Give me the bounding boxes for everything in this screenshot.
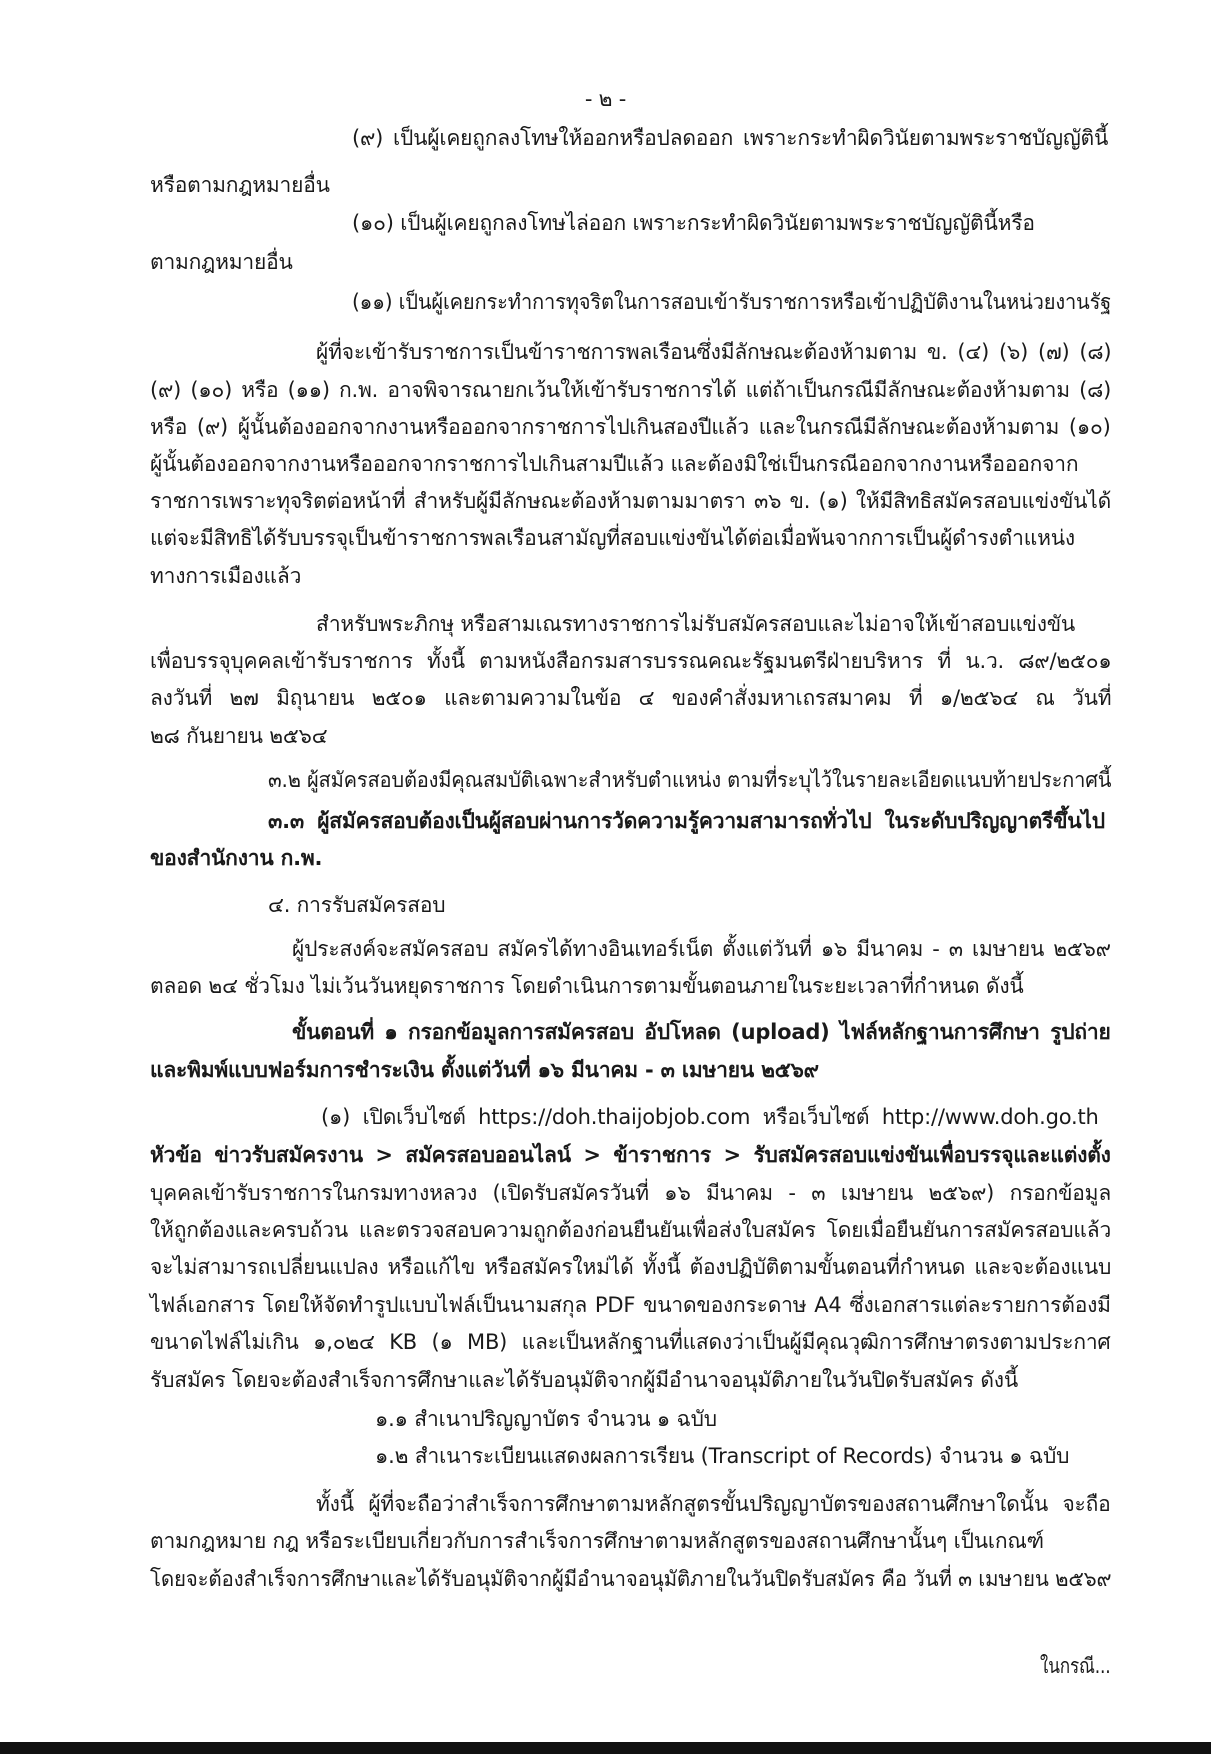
text-line: หรือตามกฎหมายอื่น (150, 173, 330, 197)
text-line: ผู้นั้นต้องออกจากงานหรือออกจากราชการไปเกินสามปีแล้ว และต้องมิใช่เป็นกรณีออกจากงานหรือออกจาก (150, 452, 1079, 476)
text-line: ตามกฎหมายอื่น (150, 250, 293, 274)
text-line: ผู้ที่จะเข้ารับราชการเป็นข้าราชการพลเรือนซึ่งมีลักษณะต้องห้ามตาม ข. (๔) (๖) (๗) (๘) (316, 340, 1112, 364)
text-line: ของสำนักงาน ก.พ. (150, 846, 323, 870)
text-line: ลงวันที่ ๒๗ มิถุนายน ๒๕๐๑ และตามความในข้อ ๔ ของคำสั่งมหาเถรสมาคม ที่ ๑/๒๕๖๔ ณ วันที่ (150, 686, 1112, 710)
text-line: ขนาดไฟล์ไม่เกิน ๑,๐๒๔ KB (๑ MB) และเป็นหลักฐานที่แสดงว่าเป็นผู้มีคุณวุฒิการศึกษาตรงตามประกาศ (150, 1330, 1111, 1354)
text-line: เพื่อบรรจุบุคคลเข้ารับราชการ ทั้งนี้ ตามหนังสือกรมสารบรรณคณะรัฐมนตรีฝ่ายบริหาร ที่ น.ว. ๘๙/๒๕๐๑ (150, 649, 1112, 673)
text-line: ไฟล์เอกสาร โดยให้จัดทำรูปแบบไฟล์เป็นนามสกุล PDF ขนาดของกระดาษ A4 ซึ่งเอกสารแต่ละรายการต้องมี (150, 1293, 1111, 1317)
page-number: - ๒ - (584, 87, 627, 111)
text-line: โดยจะต้องสำเร็จการศึกษาและได้รับอนุมัติจากผู้มีอำนาจอนุมัติภายในวันปิดรับสมัคร คือ วันที่ ๓ เมษายน ๒๕๖๙ (150, 1567, 1112, 1591)
text-line: สำหรับพระภิกษุ หรือสามเณรทางราชการไม่รับสมัครสอบและไม่อาจให้เข้าสอบแข่งขัน (316, 612, 1076, 636)
text-line: ๑.๑ สำเนาปริญญาบัตร จำนวน ๑ ฉบับ (375, 1407, 717, 1431)
text-line: ทางการเมืองแล้ว (150, 564, 302, 588)
text-line: บุคคลเข้ารับราชการในกรมทางหลวง (เปิดรับสมัครวันที่ ๑๖ มีนาคม - ๓ เมษายน ๒๕๖๙) กรอกข้อมูล (150, 1181, 1111, 1205)
text-line: ๒๘ กันยายน ๒๕๖๔ (150, 724, 328, 748)
text-line: และพิมพ์แบบฟอร์มการชำระเงิน ตั้งแต่วันที่ ๑๖ มีนาคม - ๓ เมษายน ๒๕๖๙ (150, 1058, 819, 1082)
text-line: (๙) (๑๐) หรือ (๑๑) ก.พ. อาจพิจารณายกเว้นให้เข้ารับราชการได้ แต่ถ้าเป็นกรณีมีลักษณะต้องห้ามตาม (๘) (150, 378, 1112, 402)
text-line: (๑๑) เป็นผู้เคยกระทำการทุจริตในการสอบเข้ารับราชการหรือเข้าปฏิบัติงานในหน่วยงานรัฐ (352, 290, 1112, 314)
text-line: (๑๐) เป็นผู้เคยถูกลงโทษไล่ออก เพราะกระทำผิดวินัยตามพระราชบัญญัตินี้หรือ (352, 211, 1035, 235)
text-line: รับสมัคร โดยจะต้องสำเร็จการศึกษาและได้รับอนุมัติจากผู้มีอำนาจอนุมัติภายในวันปิดรับสมัคร ดังนี้ (150, 1368, 1019, 1392)
text-line: ในกรณี... (1040, 1654, 1111, 1678)
text-line: ทั้งนี้ ผู้ที่จะถือว่าสำเร็จการศึกษาตามหลักสูตรขั้นปริญญาบัตรของสถานศึกษาใดนั้น จะถือ (316, 1492, 1111, 1516)
text-line: ๑.๒ สำเนาระเบียนแสดงผลการเรียน (Transcript of Records) จำนวน ๑ ฉบับ (375, 1444, 1070, 1468)
text-line: ๓.๒ ผู้สมัครสอบต้องมีคุณสมบัติเฉพาะสำหรับตำแหน่ง ตามที่ระบุไว้ในรายละเอียดแนบท้ายประกาศนี้ (268, 768, 1112, 792)
text-line: ตลอด ๒๔ ชั่วโมง ไม่เว้นวันหยุดราชการ โดยดำเนินการตามขั้นตอนภายในระยะเวลาที่กำหนด ดังนี้ (150, 974, 1024, 998)
text-line: ผู้ประสงค์จะสมัครสอบ สมัครได้ทางอินเทอร์เน็ต ตั้งแต่วันที่ ๑๖ มีนาคม - ๓ เมษายน ๒๕๖๙ (292, 937, 1111, 961)
text-line: ให้ถูกต้องและครบถ้วน และตรวจสอบความถูกต้องก่อนยืนยันเพื่อส่งใบสมัคร โดยเมื่อยืนยันการสมัครสอบแล้ว (150, 1218, 1112, 1242)
text-line: (๙) เป็นผู้เคยถูกลงโทษให้ออกหรือปลดออก เพราะกระทำผิดวินัยตามพระราชบัญญัตินี้ (352, 126, 1109, 150)
text-line: ๔. การรับสมัครสอบ (268, 893, 446, 917)
text-line: ราชการเพราะทุจริตต่อหน้าที่ สำหรับผู้มีลักษณะต้องห้ามตามมาตรา ๓๖ ข. (๑) ให้มีสิทธิสมัครสอบแข่งขันได้ (150, 489, 1112, 513)
text-line: หรือ (๙) ผู้นั้นต้องออกจากงานหรือออกจากราชการไปเกินสองปีแล้ว และในกรณีมีลักษณะต้องห้ามตาม (๑๐) (150, 415, 1111, 439)
text-line: ขั้นตอนที่ ๑ กรอกข้อมูลการสมัครสอบ อัปโหลด (upload) ไฟล์หลักฐานการศึกษา รูปถ่าย (292, 1020, 1111, 1044)
text-line: จะไม่สามารถเปลี่ยนแปลง หรือแก้ไข หรือสมัครใหม่ได้ ทั้งนี้ ต้องปฏิบัติตามขั้นตอนที่กำหนด และจะต้องแนบ (150, 1255, 1112, 1279)
text-line: ตามกฎหมาย กฎ หรือระเบียบเกี่ยวกับการสำเร็จการศึกษาตามหลักสูตรของสถานศึกษานั้นๆ เป็นเกณฑ์ (150, 1529, 1044, 1553)
text-line: แต่จะมีสิทธิได้รับบรรจุเป็นข้าราชการพลเรือนสามัญที่สอบแข่งขันได้ต่อเมื่อพ้นจากการเป็นผู้ดำรงตำแหน่ง (150, 526, 1075, 550)
text-line: หัวข้อ ข่าวรับสมัครงาน > สมัครสอบออนไลน์ > ข้าราชการ > รับสมัครสอบแข่งขันเพื่อบรรจุและแต่งตั้ง (150, 1143, 1111, 1167)
text-line: ๓.๓ ผู้สมัครสอบต้องเป็นผู้สอบผ่านการวัดความรู้ความสามารถทั่วไป ในระดับปริญญาตรีขึ้นไป (268, 809, 1105, 833)
text-line: (๑) เปิดเว็บไซต์ https://doh.thaijobjob.com หรือเว็บไซต์ http://www.doh.go.th (321, 1105, 1099, 1129)
scan-edge-bar (0, 1742, 1211, 1754)
